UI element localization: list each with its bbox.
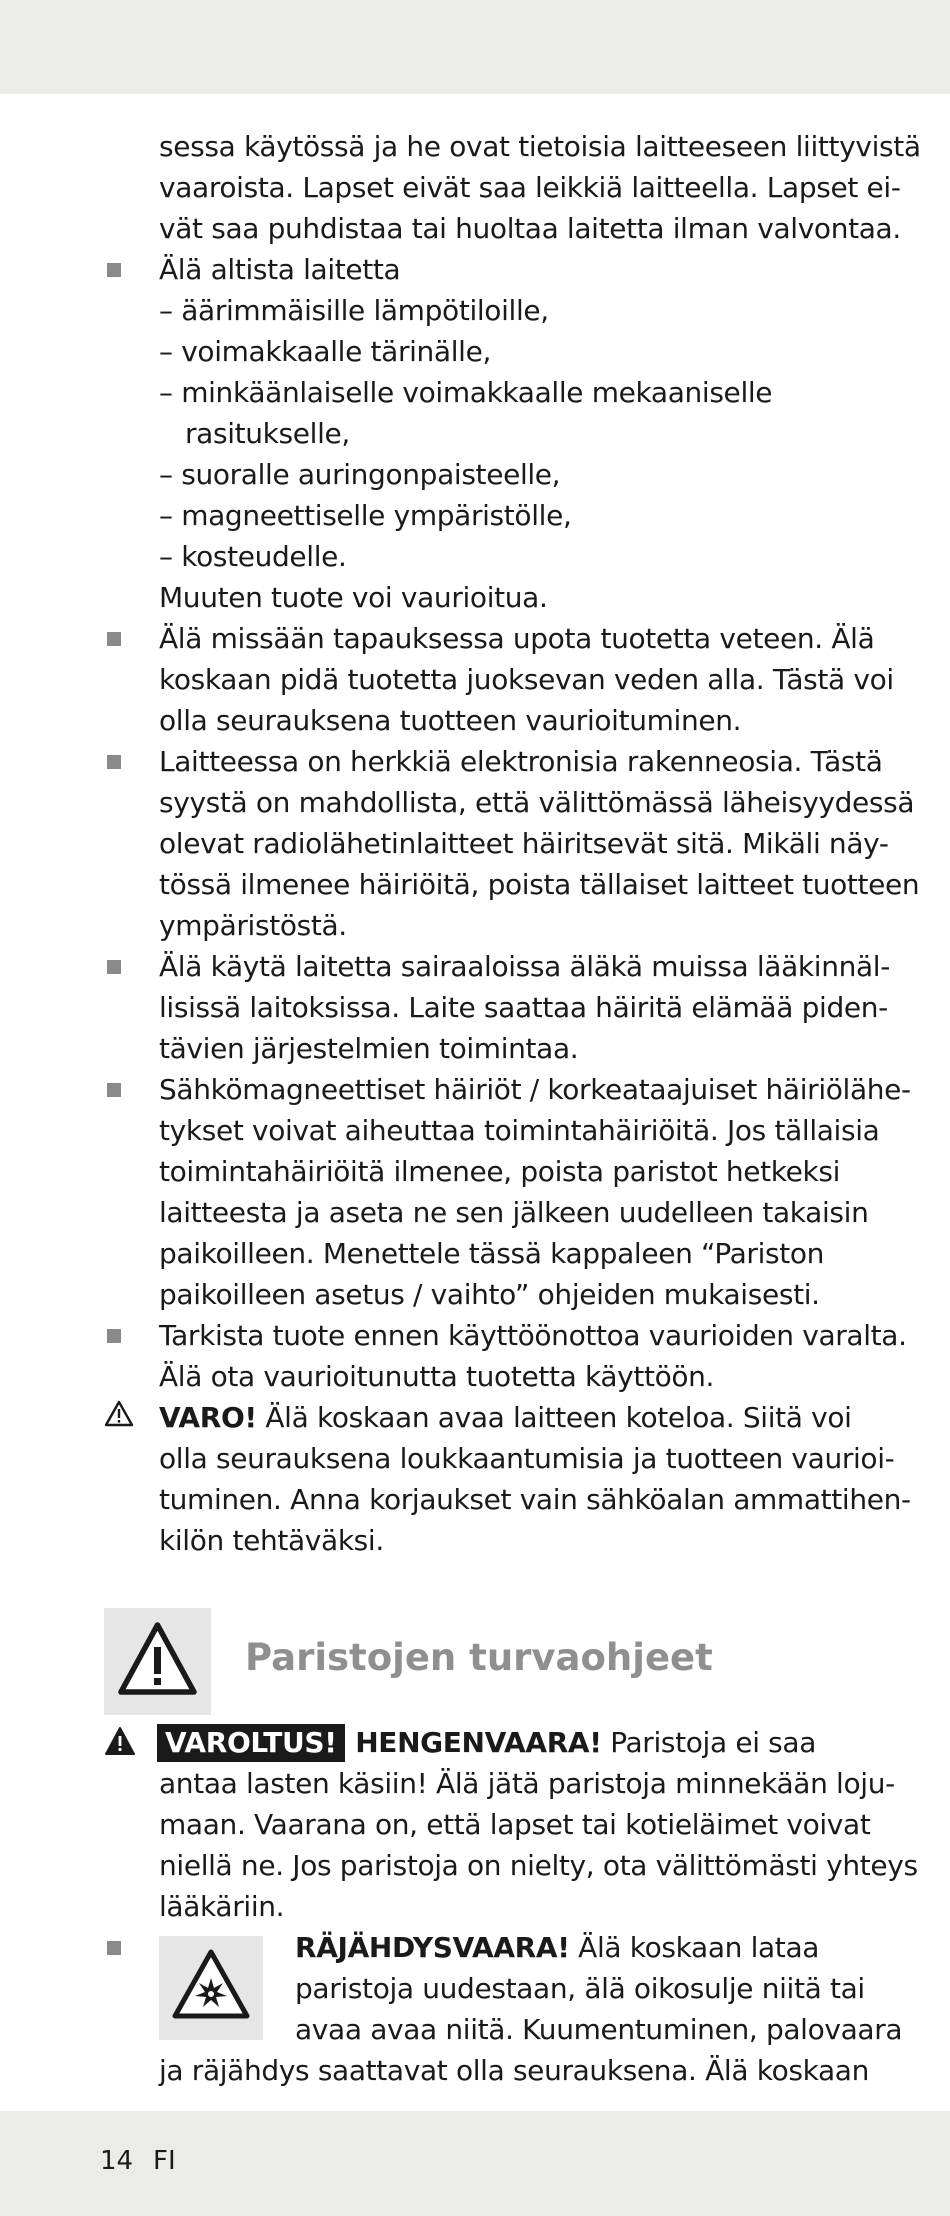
bullet-square-icon: [107, 755, 121, 769]
explosion-paragraph-line: [295, 1927, 819, 1968]
page-footer-band: [0, 2111, 950, 2216]
text-line: olla seurauksena tuotteen vaurioituminen.: [159, 704, 742, 737]
caution-label: VARO!: [159, 1401, 257, 1434]
text-line: olla seurauksena loukkaantumisia ja tuotteen vaurioi-: [159, 1442, 895, 1475]
text-line: rasitukselle,: [185, 417, 350, 450]
danger-text: Paristoja ei saa: [601, 1726, 817, 1759]
text-line: toimintahäiriöitä ilmenee, poista paristot hetkeksi: [159, 1155, 841, 1188]
section-heading: Paristojen turvaohjeet: [245, 1636, 713, 1679]
page-header-band: [0, 0, 950, 94]
bullet-square-icon: [107, 1329, 121, 1343]
text-line: syystä on mahdollista, että välittömässä läheisyydessä: [159, 786, 915, 819]
text-line: tävien järjestelmien toimintaa.: [159, 1032, 579, 1065]
text-line: tössä ilmenee häiriöitä, poista tällaiset laitteet tuotteen: [159, 868, 920, 901]
text-line: tuminen. Anna korjaukset vain sähköalan ammattihen-: [159, 1483, 911, 1516]
text-line: – kosteudelle.: [159, 540, 347, 573]
explosion-icon-box: [159, 1936, 263, 2040]
caution-text: Älä koskaan avaa laitteen koteloa. Siitä voi: [256, 1401, 852, 1434]
warning-icon-box: [104, 1608, 211, 1715]
text-line: kilön tehtäväksi.: [159, 1524, 384, 1557]
text-line: tykset voivat aiheuttaa toimintahäiriöitä. Jos tällaisia: [159, 1114, 880, 1147]
text-line: maan. Vaarana on, että lapset tai kotieläimet voivat: [159, 1808, 871, 1841]
text-line: Laitteessa on herkkiä elektronisia rakenneosia. Tästä: [159, 745, 883, 778]
danger-paragraph-line: [159, 1722, 816, 1763]
text-line: vaaroista. Lapset eivät saa leikkiä laitteella. Lapset ei-: [159, 171, 901, 204]
text-line: – äärimmäisille lämpötiloille,: [159, 294, 549, 327]
page-number: 14: [100, 2146, 134, 2176]
text-line: – voimakkaalle tärinälle,: [159, 335, 492, 368]
warning-triangle-icon: [104, 1608, 211, 1715]
page-language: FI: [153, 2146, 176, 2176]
caution-paragraph-line: [159, 1397, 852, 1438]
text-line: Älä käytä laitetta sairaaloissa äläkä muissa lääkinnäl-: [159, 950, 890, 983]
text-line: – suoralle auringonpaisteelle,: [159, 458, 561, 491]
text-line: lääkäriin.: [159, 1890, 285, 1923]
text-line: lisissä laitoksissa. Laite saattaa häiritä elämää piden-: [159, 991, 888, 1024]
text-line: avaa avaa niitä. Kuumentuminen, palovaara: [295, 2013, 903, 2046]
text-line: paikoilleen. Menettele tässä kappaleen “Pariston: [159, 1237, 825, 1270]
text-line: paristoja uudestaan, älä oikosulje niitä tai: [295, 1972, 865, 2005]
text-line: olevat radiolähetinlaitteet häiritsevät sitä. Mikäli näy-: [159, 827, 889, 860]
text-line: Muuten tuote voi vaurioitua.: [159, 581, 548, 614]
text-line: ja räjähdys saattavat olla seurauksena. Älä koskaan: [159, 2054, 869, 2087]
danger-label: HENGENVAARA!: [355, 1726, 602, 1759]
warning-label-box: VAROLTUS!: [159, 1726, 343, 1760]
text-line: Älä altista laitetta: [159, 253, 401, 286]
text-line: koskaan pidä tuotetta juoksevan veden alla. Tästä voi: [159, 663, 894, 696]
text-line: vät saa puhdistaa tai huoltaa laitetta ilman valvontaa.: [159, 212, 901, 245]
bullet-square-icon: [107, 960, 121, 974]
text-line: sessa käytössä ja he ovat tietoisia laitteeseen liittyvistä: [159, 130, 921, 163]
text-line: Sähkömagneettiset häiriöt / korkeataajuiset häiriölähe-: [159, 1073, 911, 1106]
bullet-square-icon: [107, 263, 121, 277]
bullet-square-icon: [107, 1083, 121, 1097]
text-line: Älä missään tapauksessa upota tuotetta veteen. Älä: [159, 622, 875, 655]
text-line: Tarkista tuote ennen käyttöönottoa vaurioiden varalta.: [159, 1319, 907, 1352]
text-line: – minkäänlaiselle voimakkaalle mekaaniselle: [159, 376, 773, 409]
text-line: laitteesta ja aseta ne sen jälkeen uudelleen takaisin: [159, 1196, 869, 1229]
bullet-square-icon: [107, 632, 121, 646]
text-line: antaa lasten käsiin! Älä jätä paristoja minnekään loju-: [159, 1767, 895, 1800]
text-line: niellä ne. Jos paristoja on nielty, ota välittömästi yhteys: [159, 1849, 918, 1882]
caution-triangle-icon: [104, 1400, 134, 1427]
text-line: Älä ota vaurioitunutta tuotetta käyttöön.: [159, 1360, 715, 1393]
text-line: paikoilleen asetus / vaihto” ohjeiden mukaisesti.: [159, 1278, 820, 1311]
explosion-hazard-icon: [159, 1936, 263, 2040]
text-line: ympäristöstä.: [159, 909, 347, 942]
bullet-square-icon: [107, 1941, 121, 1955]
explosion-text: Älä koskaan lataa: [569, 1931, 820, 1964]
text-line: – magneettiselle ympäristölle,: [159, 499, 572, 532]
explosion-label: RÄJÄHDYSVAARA!: [295, 1931, 570, 1964]
warning-filled-triangle-icon: [104, 1726, 136, 1756]
